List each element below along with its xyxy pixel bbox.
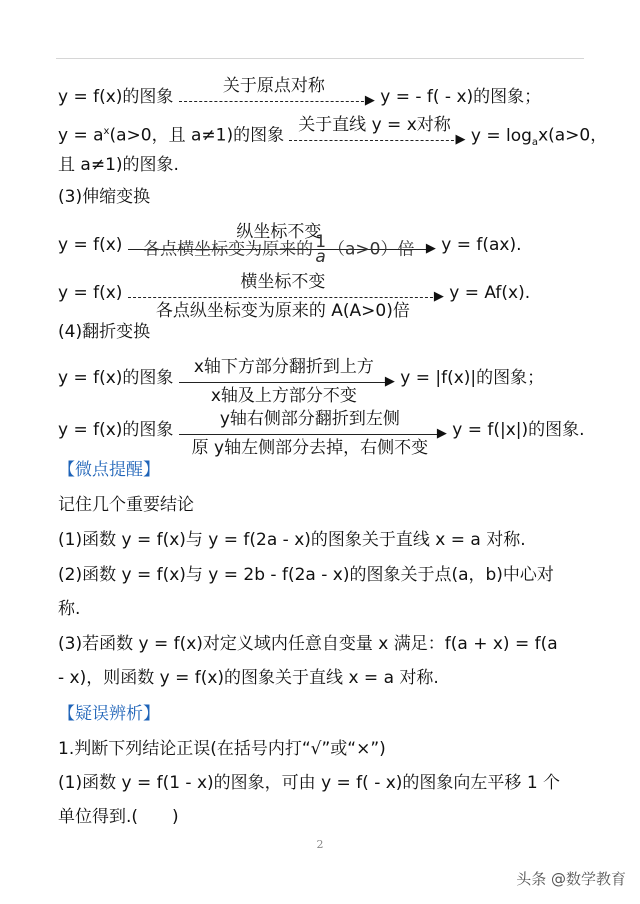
top-rule [56,58,584,59]
arrow-head-icon: ▶ [455,131,466,147]
transform-line-abs-x [58,409,585,458]
fraction-denominator: a [315,247,326,267]
conclusion-3-cont: - x)，则函数 y = f(x)的图象关于直线 x = a 对称. [58,668,439,688]
line-start: y = a [58,125,104,146]
error-analysis-heading: 【疑误辨析】 [58,704,160,724]
transform-line-abs-value [58,357,545,406]
line-end: y = f(|x|)的图象. [452,420,585,440]
conclusion-3: (3)若函数 y = f(x)对定义域内任意自变量 x 满足：f(a + x) = f(a [58,634,558,654]
line-end: y = f(ax). [441,235,522,255]
section-heading-flip: (4)翻折变换 [58,322,151,342]
transform-line-origin-symmetry [58,76,542,108]
fraction-numerator: 1 [315,232,327,252]
line-end-rest: x(a>0， [538,125,608,146]
transform-arrow [128,272,444,321]
line-start-rest: (a>0，且 a≠1)的图象 [109,125,285,146]
transform-arrow [179,409,447,458]
question-1: 1.判断下列结论正误(在括号内打“√”或“×”) [58,739,386,759]
log-base: a [531,137,539,149]
transform-line-horizontal-scale [58,222,522,267]
arrow-label-bottom: 各点纵坐标变为原来的 A(A>0)倍 [155,301,410,321]
conclusion-2-cont: 称. [58,599,81,619]
scale-text: 各点横坐标变为原来的 [143,239,314,260]
line-end: y = Af(x). [449,283,531,303]
arrow-label-top: y轴右侧部分翻折到左侧 [219,409,400,429]
line-start: y = f(x) [58,235,123,255]
arrow-label-top: x轴下方部分翻折到上方 [193,357,374,377]
tip-heading: 【微点提醒】 [58,460,160,480]
line-start: y = f(x)的图象 [58,420,174,440]
transform-line-log [58,114,608,154]
line-start: y = f(x)的图象 [58,368,174,388]
question-1-item-1: (1)函数 y = f(1 - x)的图象，可由 y = f( - x)的图象向左平移 1 个 [58,773,561,793]
line-end: y = log [470,125,532,146]
transform-line-vertical-scale [58,272,531,321]
arrow-head-icon: ▶ [436,426,447,441]
line-start: y = f(x)的图象 [58,87,174,107]
line-end: y = |f(x)|的图象； [400,368,545,388]
arrow-label-top: 关于原点对称 [222,76,325,96]
transform-arrow [179,76,375,108]
section-heading-scaling: (3)伸缩变换 [58,187,151,207]
watermark: 头条 @数学教育 [516,870,626,888]
transform-arrow [289,114,466,147]
arrow-label-bottom: 原 y轴左侧部分去掉，右侧不变 [191,438,429,458]
transform-line-log-cont: 且 a≠1)的图象. [58,155,179,175]
arrow-label-bottom: x轴及上方部分不变 [210,386,357,406]
arrow-label-top: 关于直线 y = x对称 [298,114,451,135]
line-start: y = f(x) [58,283,123,303]
conclusion-1: (1)函数 y = f(x)与 y = f(2a - x)的图象关于直线 x = a 对称. [58,530,526,550]
conclusion-2: (2)函数 y = f(x)与 y = 2b - f(2a - x)的图象关于点(a，b)中心对 [58,565,554,585]
arrow-head-icon: ▶ [384,374,395,389]
question-1-item-1-cont: 单位得到.( ) [58,807,179,827]
scale-text-rest: （a>0）倍 [328,239,415,260]
transform-arrow [128,222,436,267]
exponent: x [103,126,110,137]
tip-intro: 记住几个重要结论 [58,495,194,515]
arrow-head-icon: ▶ [425,241,436,256]
page-number: 2 [316,838,324,851]
arrow-head-icon: ▶ [364,93,375,108]
fraction [315,232,327,267]
transform-arrow [179,357,395,406]
arrow-label-top: 纵坐标不变 [236,222,322,242]
arrow-label-top: 横坐标不变 [240,272,326,292]
line-end: y = - f( - x)的图象； [380,87,542,107]
arrow-head-icon: ▶ [433,289,444,304]
